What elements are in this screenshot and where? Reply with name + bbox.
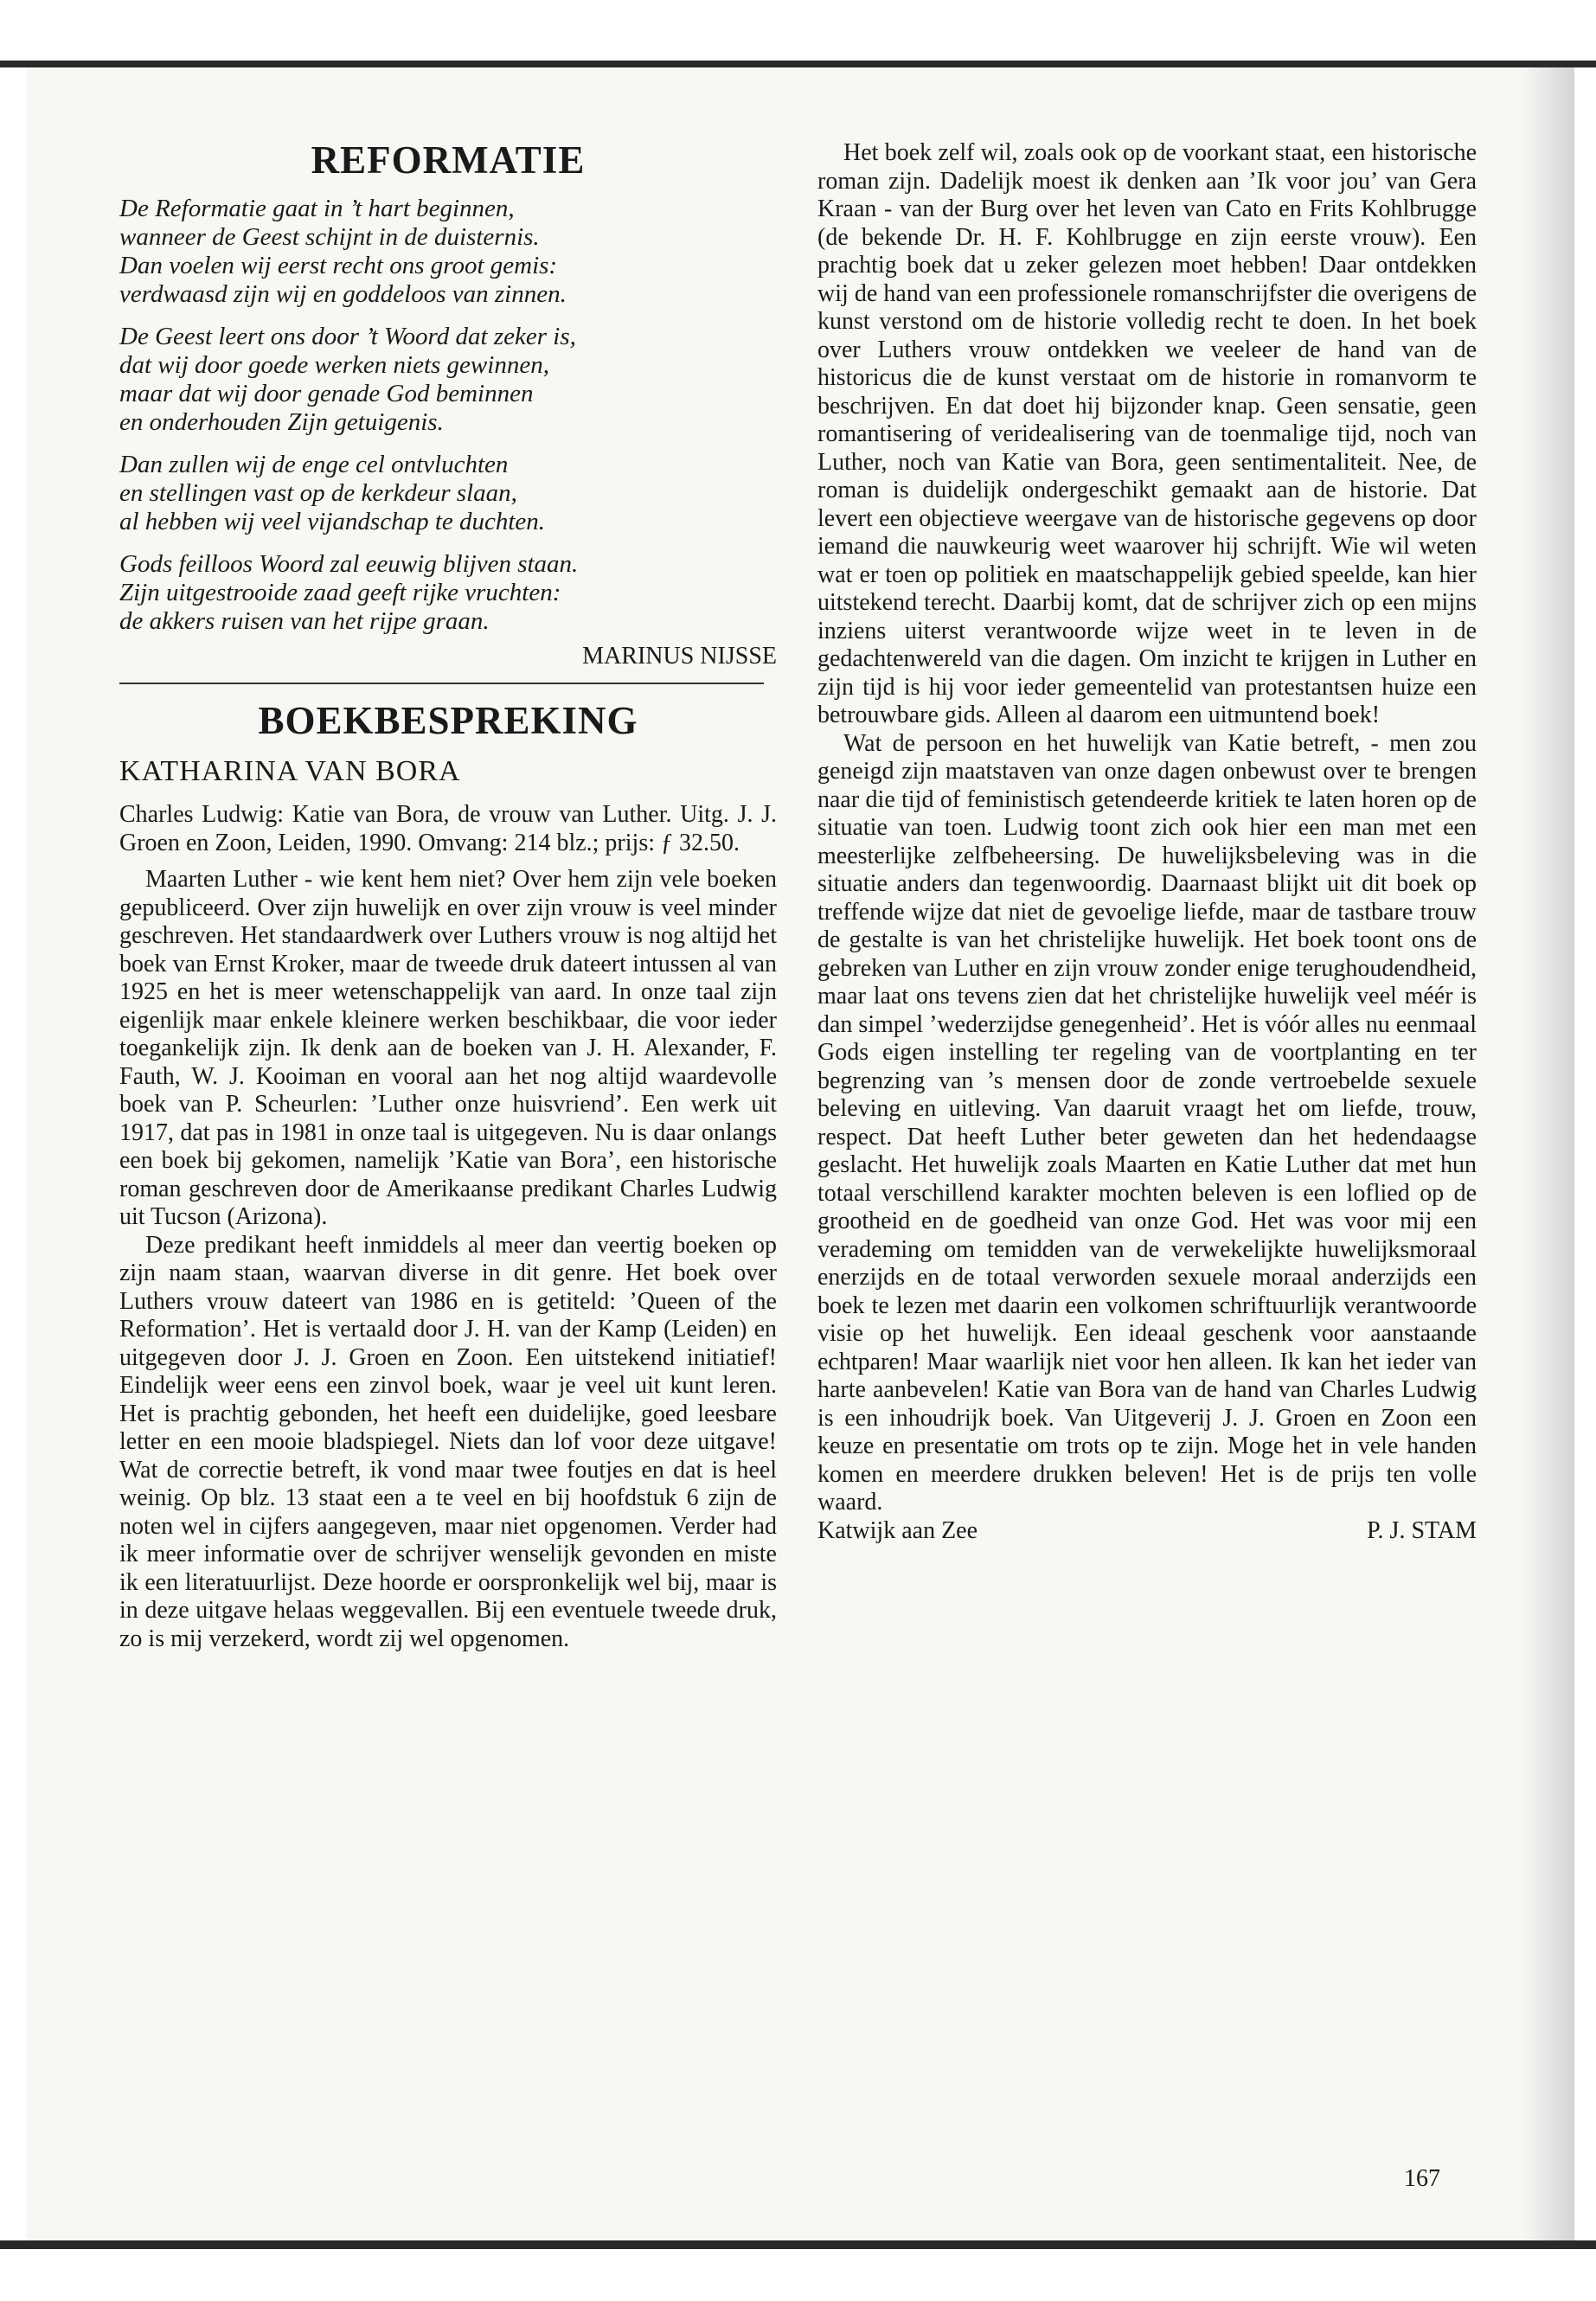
review-paragraph: Maarten Luther - wie kent hem niet? Over hem zijn vele boeken gepubliceerd. Over zijn huwelijk en over zijn vrouw is veel minder geschreven. Het standaardwerk over Luthers vrouw is nog altijd het boek van Ernst Kroker, maar de tweede druk dateert intussen al van 1925 en het is meer wetenschappelijk van aard. In onze taal zijn eigenlijk maar enkele kleinere werken beschikbaar, die voor ieder toegankelijk zijn. Ik denk aan de boeken van J. H. Alexander, F. Fauth, W. J. Kooiman en vooral aan het nog altijd waardevolle boek van P. Scheurlen: ’Luther onze huisvriend’. Een werk uit 1917, dat pas in 1981 in onze taal is uitgegeven. Nu is daar onlangs een boek bij gekomen, namelijk ’Katie van Bora’, een historische roman geschreven door de Amerikaanse predikant Charles Ludwig uit Tucson (Arizona). [119, 866, 777, 1230]
poem-line: Gods feilloos Woord zal eeuwig blijven staan. [119, 549, 579, 578]
poem-line: dat wij door goede werken niets gewinnen, [119, 350, 549, 379]
poem-line: De Reformatie gaat in ’t hart beginnen, [119, 194, 515, 222]
review-signoff [817, 1517, 1477, 1545]
section-divider [119, 683, 764, 684]
poem-line: wanneer de Geest schijnt in de duisternis. [119, 222, 540, 251]
review-section-title: BOEKBESPREKING [258, 698, 638, 742]
poem-line: De Geest leert ons door ’t Woord dat zeker is, [119, 322, 576, 350]
poem-line: de akkers ruisen van het rijpe graan. [119, 606, 490, 635]
paragraph-spacer [119, 857, 777, 866]
magazine-page [26, 67, 1574, 2240]
poem-stanza-3 [119, 451, 777, 536]
poem-line: Zijn uitgestrooide zaad geeft rijke vruchten: [119, 578, 561, 606]
book-title: KATHARINA VAN BORA [119, 755, 461, 787]
scan-border-bottom [0, 2240, 1596, 2249]
scan-border-top [0, 61, 1596, 67]
poem-line: Dan zullen wij de enge cel ontvluchten [119, 450, 509, 478]
review-body-left [119, 801, 777, 1653]
poem-title: REFORMATIE [311, 138, 586, 182]
review-paragraph: Het boek zelf wil, zoals ook op de voorkant staat, een historische roman zijn. Dadelijk moest ik denken aan ’Ik voor jou’ van Gera Kraan - van der Burg over het leven van Cato en Frits Kohlbrugge (de bekende Dr. H. F. Kohlbrugge en zijn eerste vrouw). Een prachtig boek dat u zeker gelezen moet hebben! Daar ontdekken wij de hand van een professionele romanschrijfster die overigens de kunst verstond om de historie volledig recht te doen. In het boek over Luthers vrouw ontdekken we veeleer de hand van de historicus die de kunst verstaat om de historie in romanvorm te beschrijven. En dat doet hij bijzonder knap. Geen sensatie, geen romantisering of veridealisering van de toenmalige tijd, noch van Luther, noch van Katie van Bora, geen sentimentaliteit. Nee, de roman is duidelijk ondergeschikt gemaakt aan de historie. Dat levert een objectieve weergave van de historische gegevens op door iemand die nauwkeurig weet waarover hij schrijft. Wie wil weten wat er toen op politiek en maatschappelijk gebied speelde, kan hier uitstekend terecht. Daarbij komt, dat de schrijver zich op een mijns inziens uiterst verantwoorde wijze weet in te leven in de gedachtenwereld van die dagen. Om inzicht te krijgen in Luther en zijn tijd is hij voor ieder gemeentelid van protestantsen huize een betrouwbare gids. Alleen al daarom een uitmuntend boek! [817, 139, 1477, 728]
review-place: Katwijk aan Zee [817, 1516, 978, 1544]
review-body-right [817, 139, 1477, 1517]
poem-line: al hebben wij veel vijandschap te duchten. [119, 507, 546, 535]
poem-stanza-4 [119, 550, 777, 636]
page-number: 167 [1404, 2165, 1440, 2192]
poem-line: en stellingen vast op de kerkdeur slaan, [119, 478, 517, 507]
poem-stanza-1 [119, 195, 777, 309]
reviewer-name: P. J. STAM [1367, 1516, 1477, 1544]
poem-line: maar dat wij door genade God beminnen [119, 379, 534, 407]
poem-line: en onderhouden Zijn getuigenis. [119, 407, 444, 436]
poem-line: Dan voelen wij eerst recht ons groot gemis: [119, 251, 558, 279]
left-column [119, 139, 777, 1653]
poem-author: MARINUS NIJSSE [582, 642, 777, 670]
poem-line: verdwaasd zijn wij en goddeloos van zinnen. [119, 279, 567, 308]
review-paragraph: Wat de persoon en het huwelijk van Katie betreft, - men zou geneigd zijn maatstaven van onze dagen onbewust over te brengen naar die tijd of feministisch getendeerde kritiek te laten horen op de situatie van toen. Ludwig toont zich ook hier een man met een meesterlijke zelfbeheersing. De huwelijksbeleving was in die situatie anders dan tegenwoordig. Daarnaast blijkt uit dit boek op treffende wijze dat niet de gevoelige liefde, maar de tastbare trouw de gestalte is van het christelijke huwelijk. Het boek toont ons de gebreken van Luther en zijn vrouw zonder enige terughoudendheid, maar laat ons tevens zien dat het christelijke huwelijk veel méér is dan simpel ’wederzijdse genegenheid’. Het is vóór alles nu eenmaal Gods eigen instelling ter regeling van de voortplanting en ter begrenzing van ’s mensen door de zonde vertroebelde sexuele beleving en uitleving. Van daaruit vraagt het om liefde, trouw, respect. Dat heeft Luther beter geweten dan het hedendaagse geslacht. Het huwelijk zoals Maarten en Katie Luther dat met hun totaal verschillend karakter mochten beleven is een loflied op de grootheid en de goedheid van onze God. Het was voor mij een verademing om temidden van de verwekelijkte huwelijksmoraal enerzijds en de totaal verworden sexuele moraal anderzijds een boek te lezen met daarin een volkomen schriftuurlijk verantwoorde visie op het huwelijk. Een ideaal geschenk voor aanstaande echtparen! Maar waarlijk niet voor hen alleen. Ik kan het ieder van harte aanbevelen! Katie van Bora van de hand van Charles Ludwig is een inhoudrijk boek. Van Uitgeverij J. J. Groen en Zoon een keuze en presentatie om trots op te zijn. Moge het in vele handen komen en meerdere drukken beleven! Het is de prijs ten volle waard. [817, 729, 1477, 1516]
bibliographic-info: Charles Ludwig: Katie van Bora, de vrouw van Luther. Uitg. J. J. Groen en Zoon, Leiden, 1990. Omvang: 214 blz.; prijs: ƒ 32.50. [119, 801, 777, 856]
page-edge-shadow [1522, 67, 1574, 2240]
poem-stanza-2 [119, 323, 777, 437]
review-paragraph: Deze predikant heeft inmiddels al meer dan veertig boeken op zijn naam staan, waarvan diverse in dit genre. Het boek over Luthers vrouw dateert van 1986 en is getiteld: ’Queen of the Reformation’. Het is vertaald door J. H. van der Kamp (Leiden) en uitgegeven door J. J. Groen en Zoon. Een uitstekend initiatief! Eindelijk weer eens een zinvol boek, waar je veel uit kunt leren. Het is prachtig gebonden, het heeft een duidelijke, goed leesbare letter en een mooie bladspiegel. Niets dan lof voor deze uitgave! Wat de correctie betreft, ik vond maar twee foutjes en dat is heel weinig. Op blz. 13 staat een a te veel en bij hoofdstuk 6 zijn de noten wel in cijfers aangegeven, maar niet opgenomen. Verder had ik meer informatie over de schrijver wenselijk gevonden en miste ik een literatuurlijst. Deze hoorde er oorspronkelijk wel bij, maar is in deze uitgave helaas weggevallen. Bij een eventuele tweede druk, zo is mij verzekerd, wordt zij wel opgenomen. [119, 1231, 777, 1652]
right-column [817, 139, 1477, 1545]
